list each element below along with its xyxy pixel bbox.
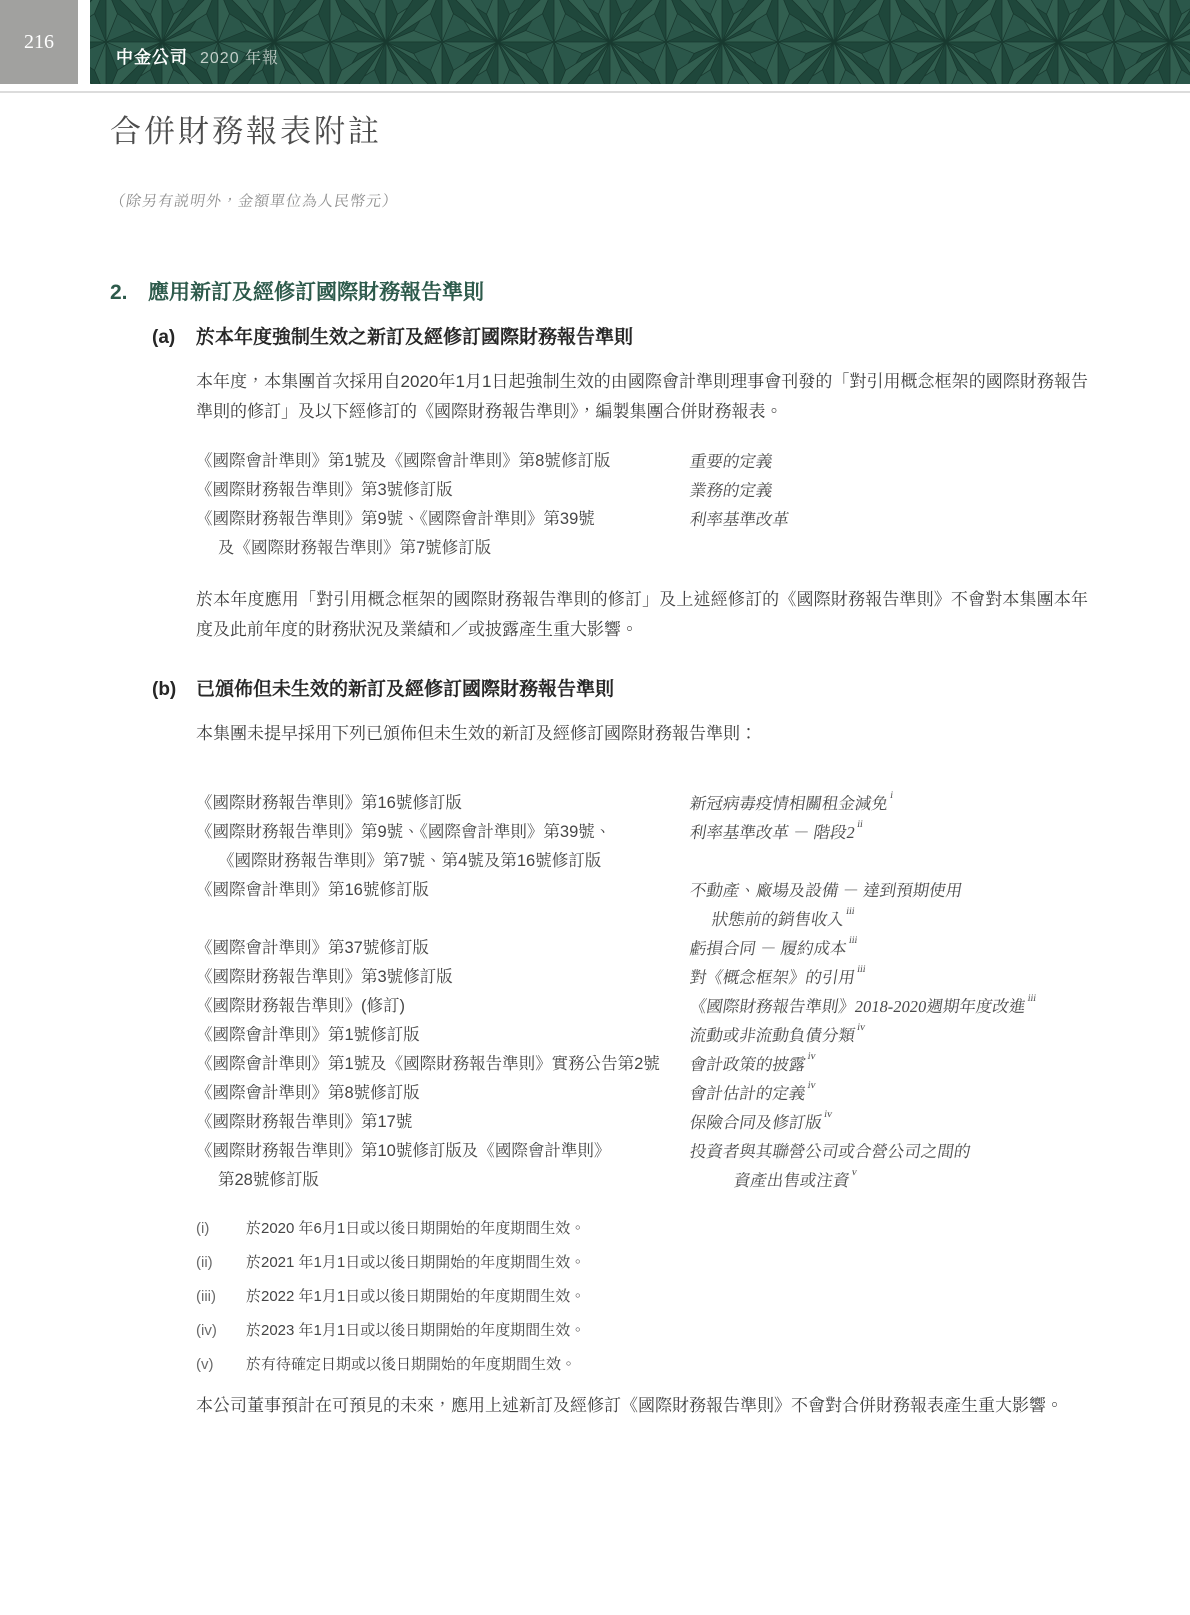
subsection-b-heading (110, 677, 1086, 703)
standard-subject (690, 1021, 1088, 1050)
report-title: 2020 年報 (200, 50, 280, 67)
subsection-a (110, 325, 1086, 645)
standard-name: 《國際會計準則》第1號及《國際會計準則》第8號修訂版 (196, 452, 611, 470)
standard-subject (712, 534, 1088, 563)
brand-lockup (116, 43, 279, 68)
standard-subject-text: 虧損合同 － 履約成本$^{iii}$ (688, 934, 859, 958)
page-number-tab (0, 0, 78, 84)
standard-row (196, 818, 1088, 847)
footnote-marker: ii (856, 818, 864, 830)
footnote-row (196, 1287, 1088, 1307)
standard-name: 《國際會計準則》第1號修訂版 (196, 1026, 420, 1044)
standard-subject-text: 業務的定義 (688, 481, 775, 500)
section-title: 應用新訂及經修訂國際財務報告準則 (148, 281, 484, 304)
standard-subject (690, 1137, 1088, 1166)
subsection-a-heading (110, 325, 1086, 351)
page-header (0, 0, 1190, 84)
footnote-row (196, 1219, 1088, 1239)
subsection-b-body (196, 719, 1088, 1421)
standard-row (196, 1050, 1088, 1079)
section-number: 2. (110, 281, 128, 304)
standard-subject-text: 不動產、廠場及設備 － 達到預期使用 (688, 881, 964, 900)
asanoha-pattern-icon (90, 0, 1190, 84)
content (0, 114, 1190, 1421)
standard-subject-text: 利率基準改革 (688, 510, 791, 529)
standard-subject (690, 1050, 1088, 1079)
standard-subject (690, 963, 1088, 992)
standard-name: 《國際財務報告準則》第9號、《國際會計準則》第39號、 (196, 823, 612, 841)
subsection-a-body (196, 367, 1088, 645)
footnote-label: (ii) (196, 1254, 213, 1271)
header-divider (0, 91, 1190, 93)
standard-subject (690, 934, 1088, 963)
standards-list-a (196, 447, 1088, 563)
standard-row (196, 505, 1088, 534)
footnote-marker: v (850, 1166, 858, 1178)
footnote-text: 於2023 年1月1日或以後日期開始的年度期間生效。 (246, 1322, 586, 1339)
standard-row (196, 992, 1088, 1021)
footnote-row (196, 1253, 1088, 1273)
standard-subject (690, 476, 1088, 505)
footnote-text: 於有待確定日期或以後日期開始的年度期間生效。 (246, 1356, 577, 1373)
footnote-marker: i (889, 789, 894, 801)
paragraph: 本公司董事預計在可預見的未來，應用上述新訂及經修訂《國際財務報告準則》不會對合併財務報表產生重大影響。 (196, 1396, 1063, 1415)
footnote-text: 於2021 年1月1日或以後日期開始的年度期間生效。 (246, 1254, 586, 1271)
subsection-a-title: 於本年度強制生效之新訂及經修訂國際財務報告準則 (196, 327, 634, 348)
standard-name: 第28號修訂版 (218, 1171, 319, 1189)
standard-name: 《國際會計準則》第16號修訂版 (196, 881, 429, 899)
footnote-marker: iii (845, 905, 856, 917)
standard-row (196, 476, 1088, 505)
page-title: 合併財務報表附註 (110, 114, 382, 149)
standard-subject (690, 905, 1088, 934)
standard-name: 《國際會計準則》第8號修訂版 (196, 1084, 420, 1102)
standard-row (196, 905, 1088, 934)
standard-row (196, 1021, 1088, 1050)
standard-row (196, 963, 1088, 992)
standard-name: 《國際會計準則》第1號及《國際財務報告準則》實務公告第2號 (196, 1055, 660, 1073)
footnote-label: (iv) (196, 1322, 217, 1339)
standard-subject (690, 789, 1088, 818)
footnote-text: 於2020 年6月1日或以後日期開始的年度期間生效。 (246, 1220, 586, 1237)
subsection-b-label: (b) (152, 679, 177, 700)
header-banner (90, 0, 1190, 84)
standard-subject-text: 新冠病毒疫情相關租金減免$^i$ (688, 789, 894, 813)
footnote-marker: iv (806, 1050, 817, 1062)
standard-name: 《國際財務報告準則》第3號修訂版 (196, 481, 453, 499)
standard-subject-text: 利率基準改革 － 階段2$^{ii}$ (688, 818, 864, 842)
standard-name (196, 905, 690, 934)
standard-name: 《國際財務報告準則》第10號修訂版及《國際會計準則》 (196, 1142, 611, 1160)
standard-subject-text: 《國際財務報告準則》2018-2020週期年度改進$^{iii}$ (688, 992, 1038, 1016)
paragraph: 於本年度應用「對引用概念框架的國際財務報告準則的修訂」及上述經修訂的《國際財務報告準則》不會對本集團本年度及此前年度的財務狀況及業績和／或披露產生重大影響。 (196, 590, 1088, 639)
page-number: 216 (24, 30, 54, 53)
standard-subject (712, 1166, 1088, 1195)
section-2-heading (110, 278, 1086, 307)
standard-subject (690, 1079, 1088, 1108)
paragraph: 本年度，本集團首次採用自2020年1月1日起強制生效的由國際會計準則理事會刊發的「對引用概念框架的國際財務報告準則的修訂」及以下經修訂的《國際財務報告準則》，編製集團合併財務報表。 (196, 372, 1088, 421)
standard-subject-text: 資產出售或注資$^v$ (732, 1166, 858, 1190)
standard-subject (712, 847, 1088, 876)
footnote-marker: iii (848, 934, 859, 946)
standard-subject (690, 447, 1088, 476)
subtitle-text: （除另有説明外，金額單位為人民幣元） (108, 194, 400, 210)
standard-name: 《國際財務報告準則》第16號修訂版 (196, 794, 462, 812)
standard-subject (690, 818, 1088, 847)
subsection-b-title: 已頒佈但未生效的新訂及經修訂國際財務報告準則 (196, 679, 615, 700)
footnote-row (196, 1355, 1088, 1375)
standard-name: 《國際財務報告準則》第7號、第4號及第16號修訂版 (218, 852, 602, 870)
standard-name: 《國際財務報告準則》第3號修訂版 (196, 968, 453, 986)
footnote-text: 於2022 年1月1日或以後日期開始的年度期間生效。 (246, 1288, 586, 1305)
subsection-a-label: (a) (152, 327, 176, 348)
standard-name: 《國際會計準則》第37號修訂版 (196, 939, 429, 957)
footnote-marker: iii (856, 963, 867, 975)
standard-name: 《國際財務報告準則》第17號 (196, 1113, 413, 1131)
footnote-label: (v) (196, 1356, 214, 1373)
standard-subject-text: 會計政策的披露$^{iv}$ (688, 1050, 817, 1074)
standard-subject-text: 投資者與其聯營公司或合營公司之間的 (688, 1142, 973, 1161)
standard-row (196, 789, 1088, 818)
standard-subject-text: 狀態前的銷售收入$^{iii}$ (710, 905, 856, 929)
standard-row (196, 447, 1088, 476)
standard-subject (690, 1108, 1088, 1137)
standard-row (196, 1137, 1088, 1166)
footnote-label: (iii) (196, 1288, 216, 1305)
standard-subject-text: 對《概念框架》的引用$^{iii}$ (688, 963, 867, 987)
subsection-b (110, 677, 1086, 1421)
standard-name: 《國際財務報告準則》第9號、《國際會計準則》第39號 (196, 510, 595, 528)
standard-row (196, 1166, 1088, 1195)
standards-list-b (196, 789, 1088, 1195)
standard-row (196, 534, 1088, 563)
standard-row (196, 1079, 1088, 1108)
standard-row (196, 1108, 1088, 1137)
standard-subject-text: 保險合同及修訂版$^{iv}$ (688, 1108, 833, 1132)
subtitle-note (110, 192, 1086, 212)
standard-subject-text: 流動或非流動負債分類$^{iv}$ (688, 1021, 866, 1045)
standard-subject-text: 會計估計的定義$^{iv}$ (688, 1079, 817, 1103)
standard-subject (690, 505, 1088, 534)
footnote-row (196, 1321, 1088, 1341)
standard-row (196, 934, 1088, 963)
standard-row (196, 876, 1088, 905)
footnote-marker: iv (823, 1108, 833, 1120)
standard-subject-text: 重要的定義 (688, 452, 775, 471)
brand-name: 中金公司 (116, 48, 188, 67)
paragraph: 本集團未提早採用下列已頒佈但未生效的新訂及經修訂國際財務報告準則： (196, 724, 757, 743)
footnote-marker: iv (856, 1021, 866, 1033)
standard-name: 《國際財務報告準則》(修訂) (196, 997, 405, 1015)
footnote-marker: iv (806, 1079, 817, 1091)
standard-row (196, 847, 1088, 876)
standard-name: 及《國際財務報告準則》第7號修訂版 (218, 539, 492, 557)
footnotes-list (196, 1219, 1088, 1375)
footnote-label: (i) (196, 1220, 210, 1237)
standard-subject (690, 876, 1088, 905)
standard-subject (690, 992, 1088, 1021)
footnote-marker: iii (1026, 992, 1038, 1004)
